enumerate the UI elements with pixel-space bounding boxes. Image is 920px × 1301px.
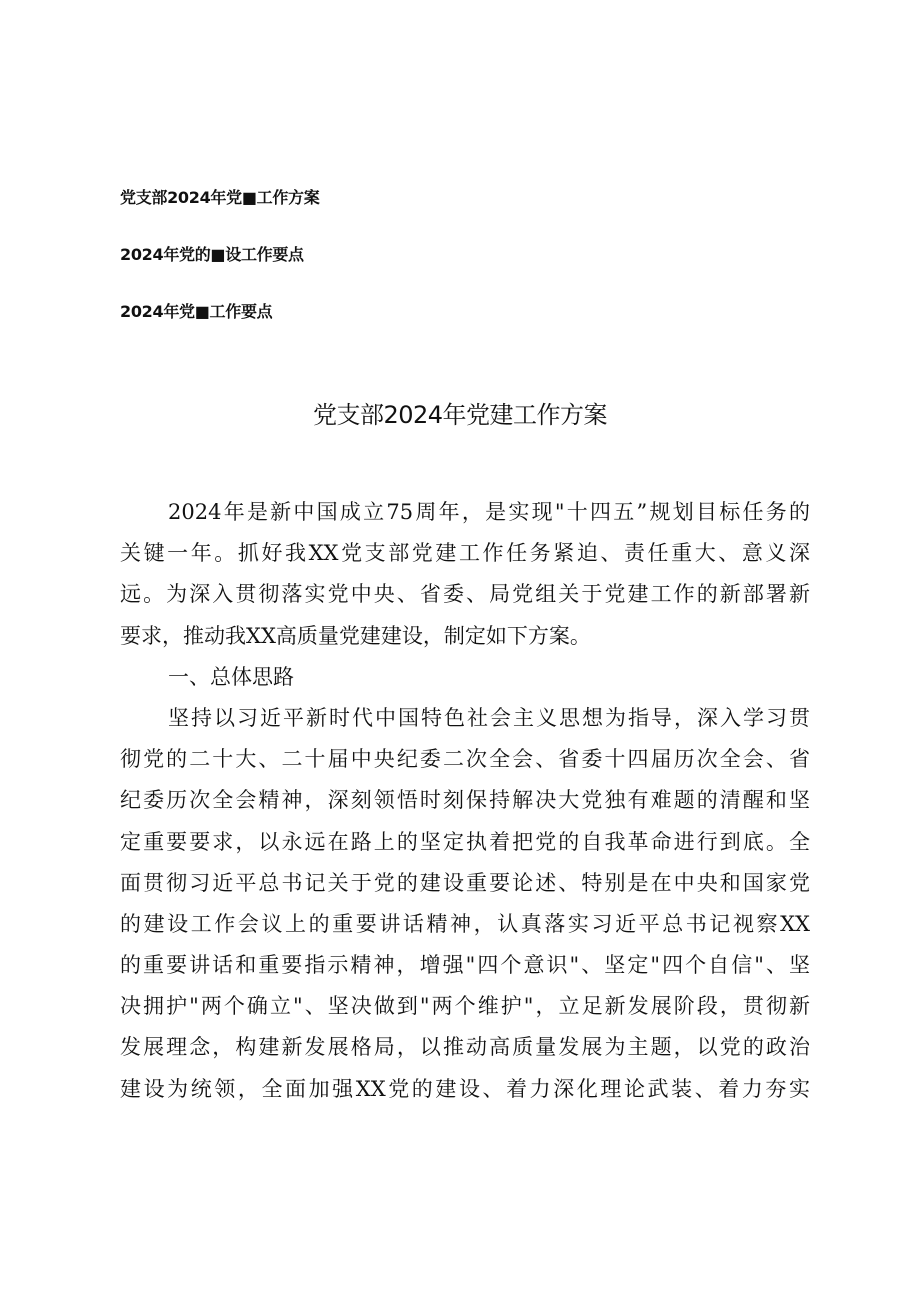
text-line: 彻党的二十大、二十届中央纪委二次全会、省委十四届历次全会、省 — [120, 747, 810, 772]
text-line: 建设为统领，全面加强XX党的建设、着力深化理论武装、着力夯实 — [120, 1076, 810, 1101]
text-line: 的建设工作会议上的重要讲话精神，认真落实习近平总书记视察XX — [120, 911, 810, 936]
table-of-contents — [120, 186, 520, 357]
toc-item[interactable]: 党支部2024年党■工作方案 — [120, 188, 320, 207]
document-title: 党支部2024年党建工作方案 — [312, 401, 608, 429]
text-line: 关键一年。抓好我XX党支部党建工作任务紧迫、责任重大、意义深 — [120, 541, 810, 566]
text-line: 发展理念，构建新发展格局，以推动高质量发展为主题，以党的政治 — [120, 1035, 810, 1060]
text-line: 2024年是新中国成立75周年，是实现"十四五”规划目标任务的 — [168, 500, 810, 524]
section-heading: 一、总体思路 — [168, 664, 294, 689]
text-line: 纪委历次全会精神，深刻领悟时刻保持解决大党独有难题的清醒和坚 — [120, 788, 810, 813]
toc-item[interactable]: 2024年党■工作要点 — [120, 302, 273, 321]
text-line: 远。为深入贯彻落实党中央、省委、局党组关于党建工作的新部署新 — [120, 582, 810, 607]
text-line: 决拥护"两个确立"、坚决做到"两个维护"，立足新发展阶段，贯彻新 — [120, 994, 810, 1019]
text-line: 坚持以习近平新时代中国特色社会主义思想为指导，深入学习贯 — [168, 705, 810, 730]
toc-item[interactable]: 2024年党的■设工作要点 — [120, 245, 304, 264]
document-body — [120, 492, 810, 1110]
text-line: 要求，推动我XX高质量党建建设，制定如下方案。 — [120, 623, 591, 648]
text-line: 面贯彻习近平总书记关于党的建设重要论述、特别是在中央和国家党 — [120, 870, 810, 895]
text-line: 的重要讲话和重要指示精神，增强"四个意识"、坚定"四个自信"、坚 — [120, 953, 810, 978]
text-line: 定重要要求，以永远在路上的坚定执着把党的自我革命进行到底。全 — [120, 829, 810, 854]
